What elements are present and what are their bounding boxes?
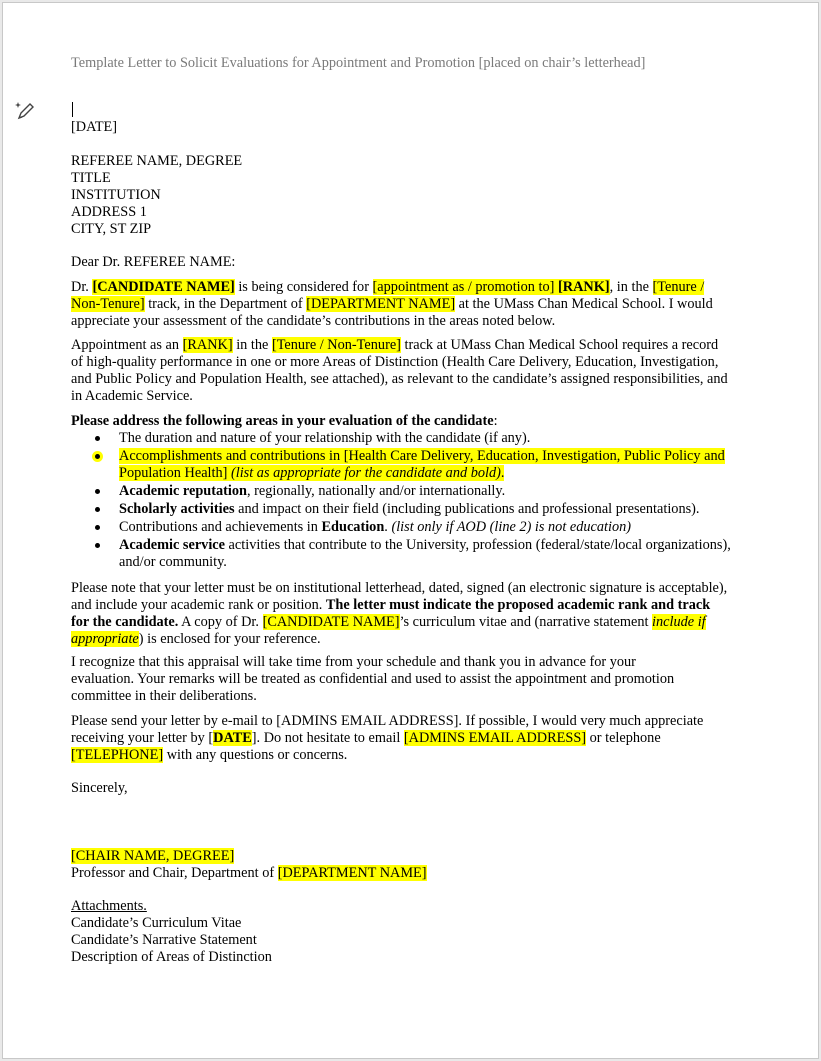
date-line: [DATE]: [71, 119, 118, 135]
paragraph-5: [71, 713, 761, 764]
text: and/or community.: [119, 554, 227, 570]
text: The duration and nature of your relationship with the candidate (if any).: [119, 430, 531, 446]
text: for the candidate.: [71, 614, 179, 630]
address-line: REFEREE NAME, DEGREE: [71, 153, 243, 169]
text: receiving your letter by [: [71, 730, 214, 746]
paragraph-4: [71, 654, 761, 705]
list-item: [71, 501, 761, 518]
address-line: ADDRESS 1: [71, 204, 147, 220]
text: I recognize that this appraisal will take time from your schedule and thank you in advance for your: [71, 654, 636, 670]
text: activities that contribute to the University, profession (federal/state/local organizations),: [224, 537, 731, 553]
attachment-item: Candidate’s Narrative Statement: [71, 932, 257, 948]
document-page: [2, 2, 819, 1059]
text: Education: [321, 519, 385, 535]
text: Academic service: [119, 537, 225, 553]
chair-name-placeholder: [CHAIR NAME, DEGREE]: [71, 848, 235, 864]
address-line: INSTITUTION: [71, 187, 161, 203]
text: track at UMass Chan Medical School requires a record: [400, 337, 719, 353]
text: or telephone: [586, 730, 661, 746]
department-placeholder: [DEPARTMENT NAME]: [277, 865, 427, 881]
salutation: Dear Dr. REFEREE NAME:: [71, 254, 236, 270]
text: in the: [232, 337, 272, 353]
text: and Public Policy and Population Health, see attached), as relevant to the candidate’s assigned responsibilities, and: [71, 371, 728, 387]
text: :: [493, 413, 498, 429]
tenure-placeholder: [Tenure /: [652, 279, 705, 295]
list-item: [71, 448, 761, 482]
address-line: CITY, ST ZIP: [71, 221, 152, 237]
text-cursor: [72, 102, 73, 117]
attachment-item: Candidate’s Curriculum Vitae: [71, 915, 242, 931]
text: and impact on their field (including publications and professional presentations).: [234, 501, 700, 517]
paragraph-1: [71, 279, 761, 330]
attachment-item: Description of Areas of Distinction: [71, 949, 272, 965]
text: A copy of Dr.: [178, 614, 263, 630]
attachments-heading: Attachments.: [71, 898, 147, 914]
text: , in the: [609, 279, 653, 295]
text: ]. Do not hesitate to email: [251, 730, 404, 746]
text: Please note that your letter must be on institutional letterhead, dated, signed (an electronic signature is acceptable),: [71, 580, 728, 596]
text: , regionally, nationally and/or internationally.: [247, 483, 506, 499]
text: of high-quality performance in one or more Areas of Distinction (Health Care Delivery, Education, Investigation,: [71, 354, 719, 370]
text: .: [384, 519, 392, 535]
paragraph-3: [71, 580, 761, 648]
instruction-note: (list as appropriate for the candidate and bold): [227, 465, 501, 481]
instruction-note: appropriate: [71, 631, 139, 647]
text: Contributions and achievements in: [119, 519, 322, 535]
list-item: [71, 430, 761, 447]
paragraph-2: [71, 337, 761, 405]
text: Scholarly activities: [119, 501, 235, 517]
rank-placeholder: [RANK]: [182, 337, 233, 353]
candidate-name-placeholder: [CANDIDATE NAME]: [262, 614, 400, 630]
pen-sparkle-icon[interactable]: [15, 100, 37, 122]
text: appreciate your assessment of the candidate’s contributions in the areas noted below.: [71, 313, 556, 329]
text: The letter must indicate the proposed academic rank and track: [325, 597, 711, 613]
text: committee in their deliberations.: [71, 688, 257, 704]
text: Dr.: [71, 279, 93, 295]
chair-title: Professor and Chair, Department of: [71, 865, 278, 881]
attachments-block: [71, 898, 761, 966]
text: .: [500, 465, 505, 481]
rank-placeholder: [RANK]: [558, 279, 610, 295]
signature-block: [71, 848, 761, 882]
areas-list: [71, 430, 761, 571]
text: with any questions or concerns.: [163, 747, 348, 763]
instruction-note: include if: [652, 614, 706, 630]
admin-email-placeholder: [ADMINS EMAIL ADDRESS]: [403, 730, 587, 746]
text: ) is enclosed for your reference.: [138, 631, 321, 647]
text: at the UMass Chan Medical School. I would: [455, 296, 713, 312]
aod-placeholder: Population Health]: [119, 465, 228, 481]
text: ’s curriculum vitae and (narrative statement: [399, 614, 653, 630]
text: evaluation. Your remarks will be treated as confidential and used to assist the appointment and promotion: [71, 671, 675, 687]
text: Please send your letter by e-mail to [ADMINS EMAIL ADDRESS]. If possible, I would very much appreciate: [71, 713, 704, 729]
list-item: [71, 519, 761, 536]
closing: Sincerely,: [71, 780, 128, 796]
date-placeholder: DATE: [213, 730, 252, 746]
appointment-placeholder: [appointment as / promotion to]: [372, 279, 555, 295]
template-header: Template Letter to Solicit Evaluations for Appointment and Promotion [placed on chair’s letterhead]: [71, 55, 646, 71]
text: is being considered for: [234, 279, 373, 295]
address-block: [71, 153, 761, 238]
address-line: TITLE: [71, 170, 111, 186]
candidate-name-placeholder: [CANDIDATE NAME]: [92, 279, 235, 295]
text: and include your academic rank or position.: [71, 597, 326, 613]
department-placeholder: [DEPARTMENT NAME]: [306, 296, 456, 312]
tenure-placeholder: Non-Tenure]: [71, 296, 145, 312]
list-item: [71, 537, 761, 571]
aod-placeholder: Accomplishments and contributions in [Health Care Delivery, Education, Investigation, Public Policy and: [119, 448, 725, 464]
tenure-placeholder: [Tenure / Non-Tenure]: [271, 337, 401, 353]
areas-heading: Please address the following areas in your evaluation of the candidate: [71, 413, 494, 429]
text: Appointment as an: [71, 337, 183, 353]
text: Academic reputation: [119, 483, 247, 499]
telephone-placeholder: [TELEPHONE]: [71, 747, 164, 763]
evaluation-areas: [71, 413, 761, 571]
text: in Academic Service.: [71, 388, 193, 404]
instruction-note: (list only if AOD (line 2) is not education): [391, 519, 632, 535]
list-item: [71, 483, 761, 500]
text: track, in the Department of: [144, 296, 307, 312]
